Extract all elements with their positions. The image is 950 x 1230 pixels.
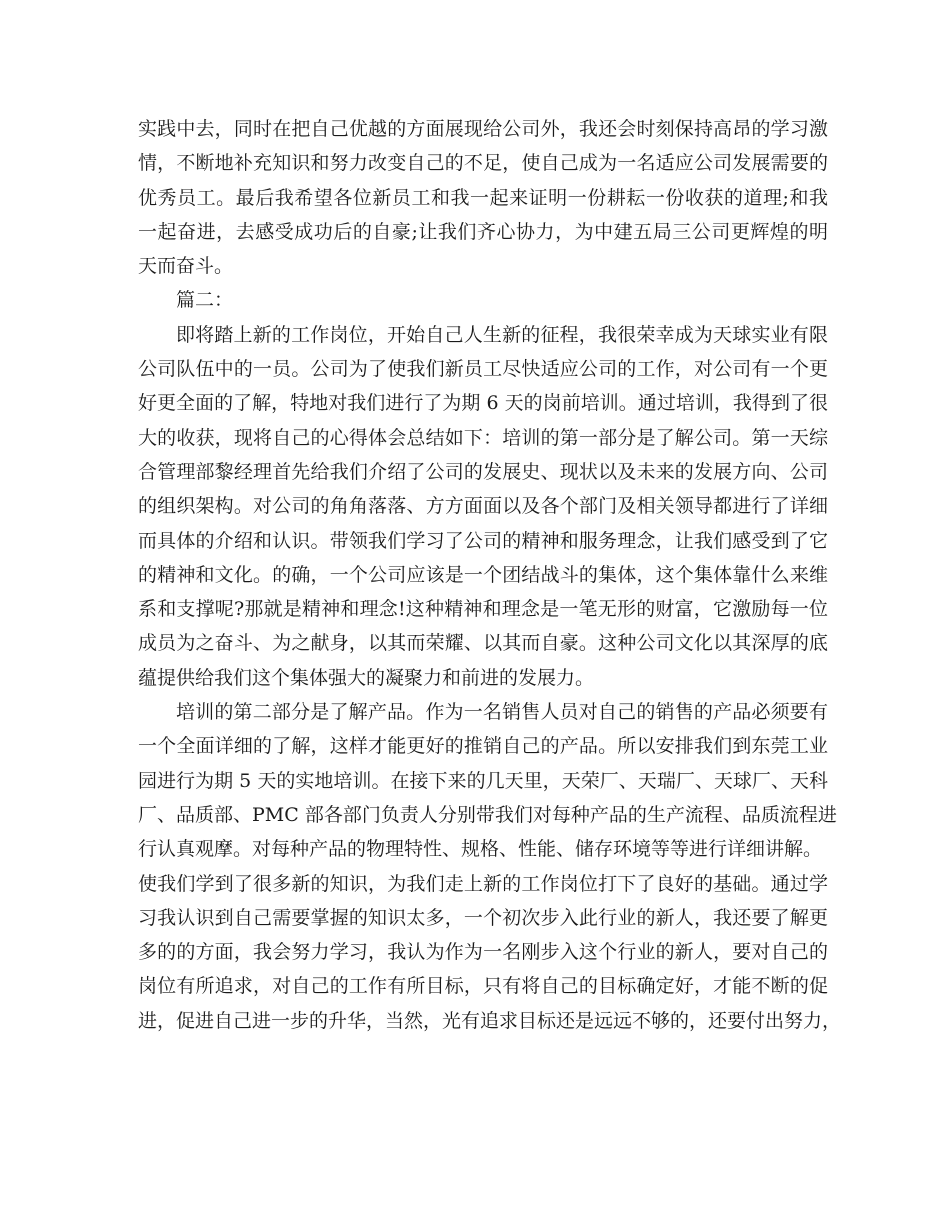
text-line: 优秀员工。最后我希望各位新员工和我一起来证明一份耕耘一份收获的道理;和我 bbox=[138, 186, 828, 209]
text-line: 合管理部黎经理首先给我们介绍了公司的发展史、现状以及未来的发展方向、公司 bbox=[138, 460, 828, 483]
text-line: 大的收获，现将自己的心得体会总结如下：培训的第一部分是了解公司。第一天综 bbox=[138, 426, 828, 449]
text-line: 进，促进自己进一步的升华，当然，光有追求目标还是远远不够的，还要付出努力， bbox=[138, 1009, 842, 1032]
text-line: 行认真观摩。对每种产品的物理特性、规格、性能、储存环境等等进行详细讲解。 bbox=[138, 838, 823, 861]
text-line: 培训的第二部分是了解产品。作为一名销售人员对自己的销售的产品必须要有 bbox=[176, 701, 828, 724]
paragraph-2 bbox=[138, 318, 828, 695]
text-line: 蕴提供给我们这个集体强大的凝聚力和前进的发展力。 bbox=[138, 666, 595, 689]
paragraph-3 bbox=[138, 695, 842, 1038]
text-line: 厂、品质部、PMC 部各部门负责人分别带我们对每种产品的生产流程、品质流程进 bbox=[138, 803, 837, 826]
text-line: 公司队伍中的一员。公司为了使我们新员工尽快适应公司的工作，对公司有一个更 bbox=[138, 358, 828, 381]
text-line: 的组织架构。对公司的角角落落、方方面面以及各个部门及相关领导都进行了详细 bbox=[138, 495, 828, 518]
section-heading-text: 篇二： bbox=[176, 289, 234, 312]
text-line: 园进行为期 5 天的实地培训。在接下来的几天里，天荣厂、天瑞厂、天球厂、天科 bbox=[138, 769, 828, 792]
text-line: 成员为之奋斗、为之献身，以其而荣耀、以其而自豪。这种公司文化以其深厚的底 bbox=[138, 632, 828, 655]
text-line: 而具体的介绍和认识。带领我们学习了公司的精神和服务理念，让我们感受到了它 bbox=[138, 529, 828, 552]
text-line: 即将踏上新的工作岗位，开始自己人生新的征程，我很荣幸成为天球实业有限 bbox=[176, 323, 828, 346]
text-line: 一个全面详细的了解，这样才能更好的推销自己的产品。所以安排我们到东莞工业 bbox=[138, 735, 828, 758]
text-line: 习我认识到自己需要掌握的知识太多，一个初次步入此行业的新人，我还要了解更 bbox=[138, 906, 828, 929]
text-line: 情，不断地补充知识和努力改变自己的不足，使自己成为一名适应公司发展需要的 bbox=[138, 152, 828, 175]
text-line: 一起奋进，去感受成功后的自豪;让我们齐心协力，为中建五局三公司更辉煌的明 bbox=[138, 220, 828, 243]
text-line: 多的的方面，我会努力学习，我认为作为一名刚步入这个行业的新人，要对自己的 bbox=[138, 941, 828, 964]
section-heading bbox=[138, 283, 828, 317]
text-line: 使我们学到了很多新的知识，为我们走上新的工作岗位打下了良好的基础。通过学 bbox=[138, 872, 828, 895]
text-line: 好更全面的了解，特地对我们进行了为期 6 天的岗前培训。通过培训，我得到了很 bbox=[138, 392, 828, 415]
paragraph-1 bbox=[138, 112, 828, 283]
text-line: 的精神和文化。的确，一个公司应该是一个团结战斗的集体，这个集体靠什么来维 bbox=[138, 563, 828, 586]
document-body bbox=[138, 112, 842, 1038]
text-line: 系和支撑呢?那就是精神和理念!这种精神和理念是一笔无形的财富，它激励每一位 bbox=[138, 598, 828, 621]
text-line: 实践中去，同时在把自己优越的方面展现给公司外，我还会时刻保持高昂的学习激 bbox=[138, 118, 828, 140]
text-line: 岗位有所追求，对自己的工作有所目标，只有将自己的目标确定好，才能不断的促 bbox=[138, 975, 828, 998]
text-line: 天而奋斗。 bbox=[138, 255, 234, 278]
